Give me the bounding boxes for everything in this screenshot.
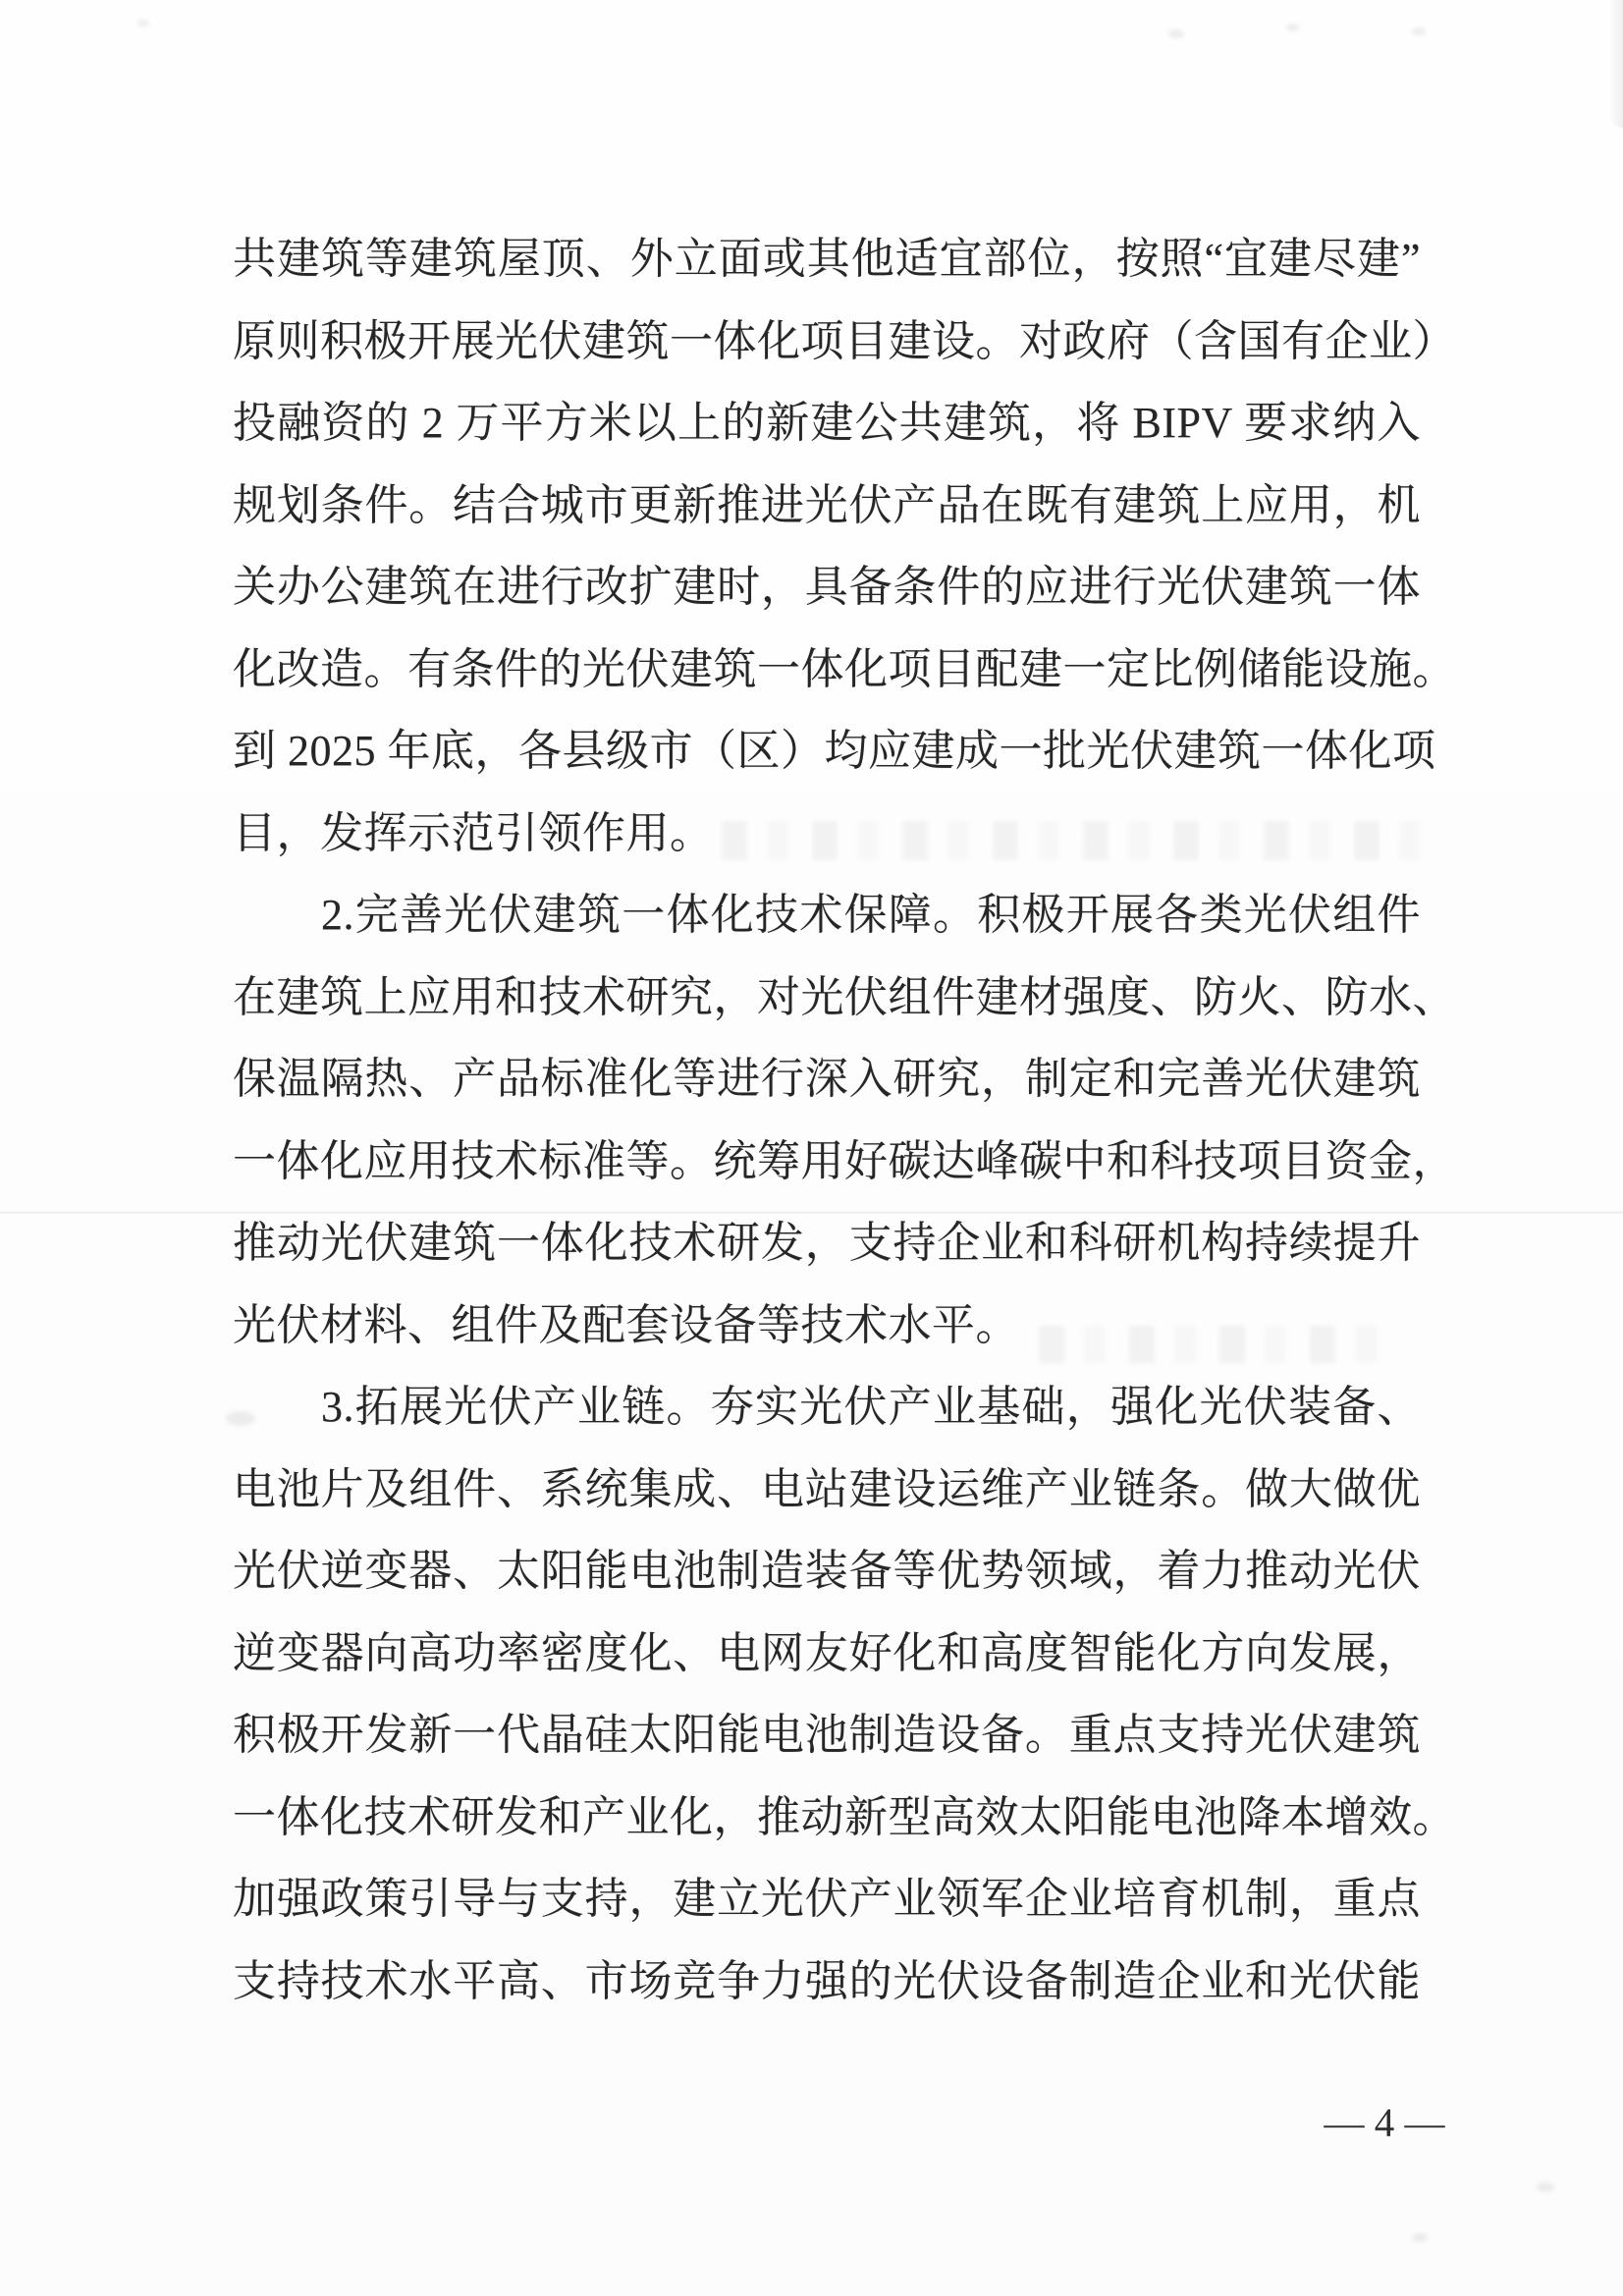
text-line: 一体化应用技术标准等。统筹用好碳达峰碳中和科技项目资金，	[233, 1136, 1456, 1185]
text-line: 在建筑上应用和技术研究，对光伏组件建材强度、防火、防水、	[233, 972, 1456, 1021]
text-line: 投融资的 2 万平方米以上的新建公共建筑，将 BIPV 要求纳入	[233, 399, 1421, 447]
text-line: 光伏材料、组件及配套设备等技术水平。	[233, 1300, 1019, 1349]
scan-artifact	[137, 20, 149, 27]
text-line: 加强政策引导与支持，建立光伏产业领军企业培育机制，重点	[233, 1875, 1421, 1923]
text-line: 到 2025 年底，各县级市（区）均应建成一批光伏建筑一体化项	[233, 727, 1436, 775]
scan-artifact	[1412, 27, 1426, 35]
text-line: 积极开发新一代晶硅太阳能电池制造设备。重点支持光伏建筑	[233, 1711, 1421, 1759]
text-line: 逆变器向高功率密度化、电网友好化和高度智能化方向发展，	[233, 1628, 1421, 1677]
text-line: 支持技术水平高、市场竞争力强的光伏设备制造企业和光伏能	[233, 1956, 1421, 2005]
text-line: 2.完善光伏建筑一体化技术保障。积极开展各类光伏组件	[321, 891, 1421, 939]
text-line: 目，发挥示范引领作用。	[233, 808, 714, 857]
scan-artifact	[1286, 24, 1299, 31]
page-edge-shadow	[1609, 0, 1623, 128]
text-line: 共建筑等建筑屋顶、外立面或其他适宜部位，按照“宜建尽建”	[233, 235, 1421, 283]
text-line: 电池片及组件、系统集成、电站建设运维产业链条。做大做优	[233, 1464, 1421, 1513]
scan-artifact	[1412, 2233, 1428, 2242]
scan-artifact	[1168, 29, 1184, 38]
text-line: 保温隔热、产品标准化等进行深入研究，制定和完善光伏建筑	[233, 1055, 1421, 1103]
text-line: 推动光伏建筑一体化技术研发，支持企业和科研机构持续提升	[233, 1219, 1421, 1267]
text-line: 3.拓展光伏产业链。夯实光伏产业基础，强化光伏装备、	[321, 1383, 1421, 1431]
body-text	[233, 218, 1456, 2022]
text-line: 一体化技术研发和产业化，推动新型高效太阳能电池降本增效。	[233, 1792, 1456, 1841]
text-line: 关办公建筑在进行改扩建时，具备条件的应进行光伏建筑一体	[233, 563, 1421, 611]
text-line: 原则积极开展光伏建筑一体化项目建设。对政府（含国有企业）	[233, 316, 1456, 365]
text-line: 光伏逆变器、太阳能电池制造装备等优势领域，着力推动光伏	[233, 1547, 1421, 1595]
page-number: — 4 —	[1324, 2100, 1445, 2145]
text-line: 规划条件。结合城市更新推进光伏产品在既有建筑上应用，机	[233, 480, 1421, 529]
text-line: 化改造。有条件的光伏建筑一体化项目配建一定比例储能设施。	[233, 644, 1456, 693]
scan-artifact	[1537, 2182, 1554, 2192]
